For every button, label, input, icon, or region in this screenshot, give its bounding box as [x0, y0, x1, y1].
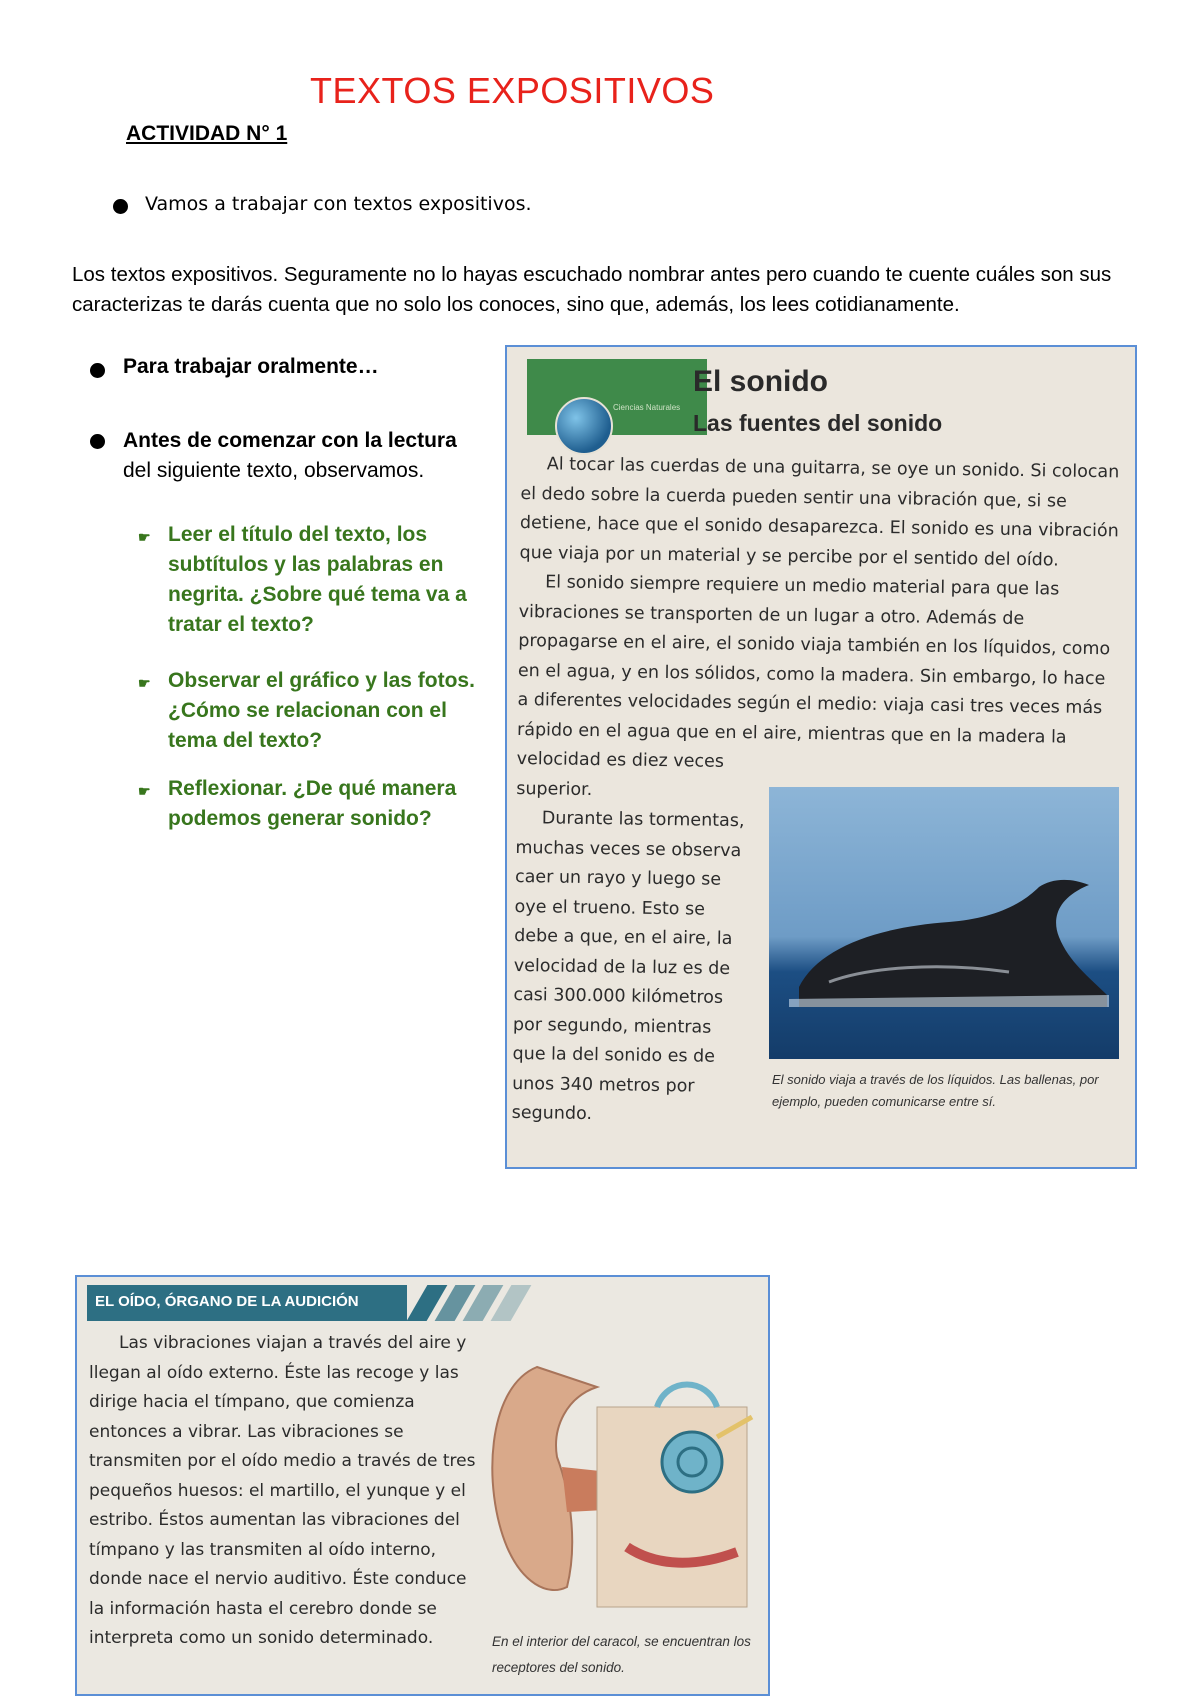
section-banner: [527, 359, 707, 435]
pointing-hand-icon: ☛: [138, 783, 151, 799]
before-reading-bold: Antes de comenzar con la lectura: [123, 429, 457, 452]
photo-paragraph: velocidad es diez veces superior.: [516, 748, 725, 800]
ear-caption: En el interior del caracol, se encuentran los receptores del sonido.: [492, 1634, 751, 1675]
photo-body: [89, 1329, 479, 1654]
photo-paragraph: Durante las tormentas, muchas veces se observa caer un rayo y luego se oye el trueno. Esto se debe a que, en el aire, la velocidad de la luz es de casi 300.000 kilómetros por segundo, mientras que la del sonido es de unos 340 metros por segundo.: [511, 808, 745, 1125]
section-tag: Ciencias Naturales: [613, 403, 681, 412]
photo-paragraph: Las vibraciones viajan a través del aire y llegan al oído externo. Éste las recoge y las dirige hacia el tímpano, que comienza entonces a vibrar. Las vibraciones se transmiten por el oído medio a través de tres pequeños huesos: el martillo, el yunque y el estribo. Éstos aumentan las vibraciones del tímpano y las transmiten al oído interno, donde nace el nervio auditivo. Éste conduce la información hasta el cerebro donde se interpreta como un sonido determinado.: [89, 1333, 476, 1648]
intro-paragraph: Los textos expositivos. Seguramente no lo hayas escuchado nombrar antes pero cuando te cuente cuáles son sus caracterizas te darás cuenta que no solo los conoces, sino que, además, los lees cotidianamente.: [72, 263, 1112, 316]
task-text: Leer el título del texto, los subtítulos y las palabras en negrita. ¿Sobre qué tema va a tratar el texto?: [168, 523, 467, 636]
whale-caption: El sonido viaja a través de los líquidos. Las ballenas, por ejemplo, pueden comunicarse entre sí.: [772, 1072, 1099, 1109]
whale-photo: [769, 787, 1119, 1059]
task-text: Reflexionar. ¿De qué manera podemos generar sonido?: [168, 777, 457, 830]
page-title: TEXTOS EXPOSITIVOS: [310, 70, 715, 111]
pointing-hand-icon: ☛: [138, 529, 151, 545]
photo-paragraph: El sonido siempre requiere un medio material para que las vibraciones se transporten de un lugar a otro. Además de propagarse en el aire, el sonido viaja también en los líquidos, como en el agua, y en los sólidos, como la madera. Sin embargo, lo hace a diferentes velocidades según el medio: viaja casi tres veces más rápido en el agua que en el aire, mientras que en la madera la: [516, 572, 1111, 748]
oral-heading: Para trabajar oralmente…: [123, 355, 379, 378]
before-reading: [123, 426, 483, 486]
photo-paragraph: Al tocar las cuerdas de una guitarra, se oye un sonido. Si colocan el dedo sobre la cuerda pueden sentir una vibración que, si se detiene, hace que el sonido desaparezca. El sonido es una vibración que viaja por un material y se percibe por el sentido del oído.: [519, 454, 1120, 571]
ear-diagram-icon: [477, 1347, 757, 1617]
photo-heading: EL OÍDO, ÓRGANO DE LA AUDICIÓN: [95, 1293, 359, 1310]
whale-icon: [789, 877, 1109, 1007]
bullet-text: Vamos a trabajar con textos expositivos.: [145, 193, 532, 215]
textbook-photo-ear: [75, 1275, 770, 1696]
bullet-icon: [90, 363, 105, 378]
pointing-hand-icon: ☛: [138, 675, 151, 691]
task-text: Observar el gráfico y las fotos. ¿Cómo se relacionan con el tema del texto?: [168, 669, 475, 752]
task-item: [138, 520, 478, 640]
photo-heading: El sonido: [693, 365, 828, 398]
bullet-icon: [90, 434, 105, 449]
bullet-icon: [113, 199, 128, 214]
globe-icon: [555, 397, 613, 455]
textbook-photo-sound: [505, 345, 1137, 1169]
photo-subheading: Las fuentes del sonido: [693, 410, 943, 436]
before-reading-rest: del siguiente texto, observamos.: [123, 459, 425, 482]
task-item: [138, 774, 478, 834]
task-item: [138, 666, 478, 756]
activity-heading: ACTIVIDAD N° 1: [126, 122, 288, 145]
